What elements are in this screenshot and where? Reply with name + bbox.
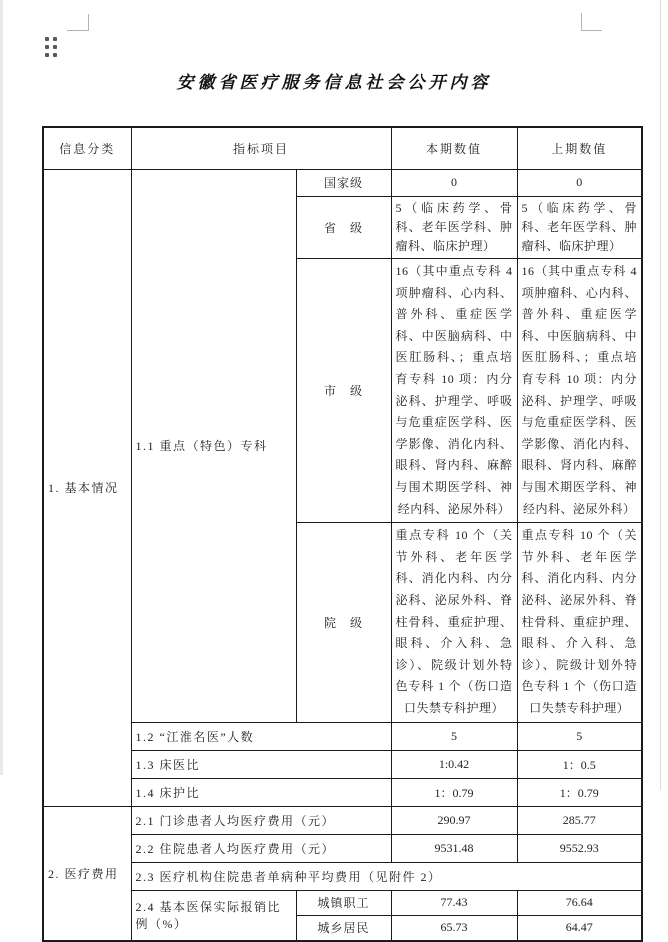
previous-value: 5 <box>517 722 642 750</box>
current-value: 77.43 <box>391 890 517 915</box>
previous-value: 5（临床药学、骨科、老年医学科、肿瘤科、临床护理） <box>517 196 642 259</box>
section1-label: 1. 基本情况 <box>43 169 131 806</box>
item22-label: 2.2 住院患者人均医疗费用（元） <box>131 834 391 862</box>
previous-value: 1：0.5 <box>517 750 642 778</box>
current-value: 65.73 <box>391 915 517 941</box>
current-value: 9531.48 <box>391 834 517 862</box>
table-row <box>43 750 642 778</box>
current-value: 5 <box>391 722 517 750</box>
table-row <box>43 890 642 915</box>
current-value: 1:0.42 <box>391 750 517 778</box>
header-cell-current: 本期数值 <box>391 127 517 169</box>
previous-value: 重点专科 10 个（关节外科、老年医学科、消化内科、内分泌科、泌尿外科、脊柱骨科、重症护理、眼科、介入科、急诊）、院级计划外特色专科 1 个（伤口造口失禁专科护理） <box>517 523 642 722</box>
header-cell-category: 信息分类 <box>43 127 131 169</box>
current-value: 0 <box>391 169 517 196</box>
item23-label: 2.3 医疗机构住院患者单病种平均费用（见附件 2） <box>131 862 642 890</box>
current-value: 重点专科 10 个（关节外科、老年医学科、消化内科、内分泌科、泌尿外科、脊柱骨科、重症护理、眼科、介入科、急诊）、院级计划外特色专科 1 个（伤口造口失禁专科护理） <box>391 523 517 722</box>
previous-value: 0 <box>517 169 642 196</box>
insurance-type: 城镇职工 <box>296 890 391 915</box>
item12-label: 1.2 “江淮名医”人数 <box>131 722 391 750</box>
level-name: 省 级 <box>296 196 391 259</box>
item24-label: 2.4 基本医保实际报销比例（%） <box>131 890 296 941</box>
previous-value: 285.77 <box>517 806 642 834</box>
table-row <box>43 834 642 862</box>
insurance-type: 城乡居民 <box>296 915 391 941</box>
current-value: 5（临床药学、骨科、老年医学科、肿瘤科、临床护理） <box>391 196 517 259</box>
table-row <box>43 778 642 806</box>
margin-corner-topleft-icon <box>67 14 89 31</box>
current-value: 290.97 <box>391 806 517 834</box>
header-cell-previous: 上期数值 <box>517 127 642 169</box>
previous-value: 64.47 <box>517 915 642 941</box>
disclosure-table <box>42 126 643 942</box>
item21-label: 2.1 门诊患者人均医疗费用（元） <box>131 806 391 834</box>
current-value: 16（其中重点专科 4 项肿瘤科、心内科、普外科、重症医学科、中医脑病科、中医肛肠科、；重点培育专科 10 项：内分泌科、护理学、呼吸与危重症医学科、医学影像、消化内科、眼科、肾内科、麻醉与围术期医学科、神经内科、泌尿外科） <box>391 259 517 523</box>
page-right-edge <box>660 0 661 790</box>
level-name: 院 级 <box>296 523 391 722</box>
previous-value: 9552.93 <box>517 834 642 862</box>
page-title: 安徽省医疗服务信息社会公开内容 <box>176 73 492 92</box>
previous-value: 1：0.79 <box>517 778 642 806</box>
previous-value: 76.64 <box>517 890 642 915</box>
level-name: 国家级 <box>296 169 391 196</box>
section2-label: 2. 医疗费用 <box>43 806 131 941</box>
table-header-row <box>43 127 642 169</box>
margin-corner-topright-icon <box>581 13 602 31</box>
table-row <box>43 722 642 750</box>
current-value: 1：0.79 <box>391 778 517 806</box>
previous-value: 16（其中重点专科 4 项肿瘤科、心内科、普外科、重症医学科、中医脑病科、中医肛肠科、；重点培育专科 10 项：内分泌科、护理学、呼吸与危重症医学科、医学影像、消化内科、眼科、肾内科、麻醉与围术期医学科、神经内科、泌尿外科） <box>517 259 642 523</box>
header-cell-indicator: 指标项目 <box>131 127 391 169</box>
item14-label: 1.4 床护比 <box>131 778 391 806</box>
level-name: 市 级 <box>296 259 391 523</box>
page-left-edge <box>0 0 3 775</box>
drag-handle-icon[interactable] <box>45 37 57 57</box>
item11-label: 1.1 重点（特色）专科 <box>131 169 296 722</box>
table-row <box>43 806 642 834</box>
table-row <box>43 169 642 196</box>
table-row <box>43 862 642 890</box>
item13-label: 1.3 床医比 <box>131 750 391 778</box>
